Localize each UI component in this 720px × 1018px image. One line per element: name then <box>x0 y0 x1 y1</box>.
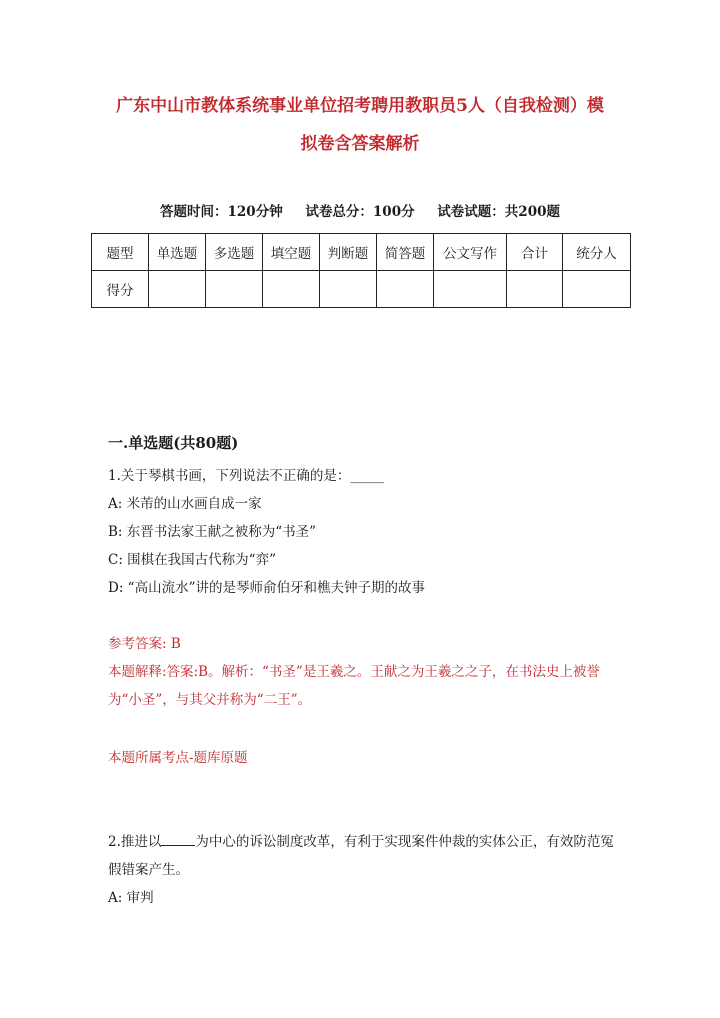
question-2-stem-prefix: 2.推进以 <box>108 834 162 850</box>
section-title: 一.单选题(共80题) <box>108 434 239 452</box>
question-1-option-d: D: “高山流水”讲的是琴师俞伯牙和樵夫钟子期的故事 <box>108 580 425 596</box>
score-table <box>91 233 631 308</box>
document-title-line-1: 广东中山市教体系统事业单位招考聘用教职员5人（自我检测）模 <box>116 96 604 116</box>
score-table-row <box>92 271 631 308</box>
question-1-stem-text: 1.关于琴棋书画，下列说法不正确的是： <box>108 468 351 484</box>
score-header-cell: 填空题 <box>263 234 320 271</box>
document-title-line-2: 拟卷含答案解析 <box>300 134 420 154</box>
score-header-cell: 公文写作 <box>434 234 507 271</box>
score-cell <box>149 271 206 308</box>
question-1-option-a: A: 米芾的山水画自成一家 <box>108 496 262 512</box>
score-cell <box>434 271 507 308</box>
question-1-option-b: B: 东晋书法家王献之被称为“书圣” <box>108 524 317 540</box>
question-1-option-c: C: 围棋在我国古代称为“弈” <box>108 552 276 568</box>
question-1-explanation: 本题解释:答案:B。解析：“书圣”是王羲之。王献之为王羲之之子，在书法史上被誉为“小圣”，与其父并称为“二王”。 <box>108 664 600 708</box>
question-2-blank <box>161 831 195 846</box>
score-cell <box>377 271 434 308</box>
question-2-stem <box>108 828 616 884</box>
score-header-cell: 单选题 <box>149 234 206 271</box>
question-1-answer: 参考答案: B <box>108 636 181 652</box>
score-header-cell: 统分人 <box>563 234 631 271</box>
question-2-option-a: A: 审判 <box>108 890 154 906</box>
score-cell <box>263 271 320 308</box>
score-header-cell: 判断题 <box>320 234 377 271</box>
exam-total-score: 试卷总分：100分 <box>305 204 415 220</box>
score-header-cell: 简答题 <box>377 234 434 271</box>
score-cell <box>320 271 377 308</box>
question-1-blank: _____ <box>350 468 385 484</box>
score-cell <box>206 271 263 308</box>
score-table-header-row <box>92 234 631 271</box>
question-1-stem <box>108 466 384 486</box>
exam-time: 答题时间：120分钟 <box>160 204 283 220</box>
exam-meta <box>0 200 720 220</box>
score-header-cell: 多选题 <box>206 234 263 271</box>
score-header-cell: 合计 <box>507 234 563 271</box>
score-row-label: 得分 <box>92 271 149 308</box>
score-cell <box>507 271 563 308</box>
score-cell <box>563 271 631 308</box>
question-1-topic: 本题所属考点-题库原题 <box>108 750 248 766</box>
exam-total-questions: 试卷试题：共200题 <box>437 204 560 220</box>
score-header-cell: 题型 <box>92 234 149 271</box>
question-2-stem-suffix: 为中心的诉讼制度改革，有利于实现案件仲裁的实体公正，有效防范冤假错案产生。 <box>108 834 614 878</box>
